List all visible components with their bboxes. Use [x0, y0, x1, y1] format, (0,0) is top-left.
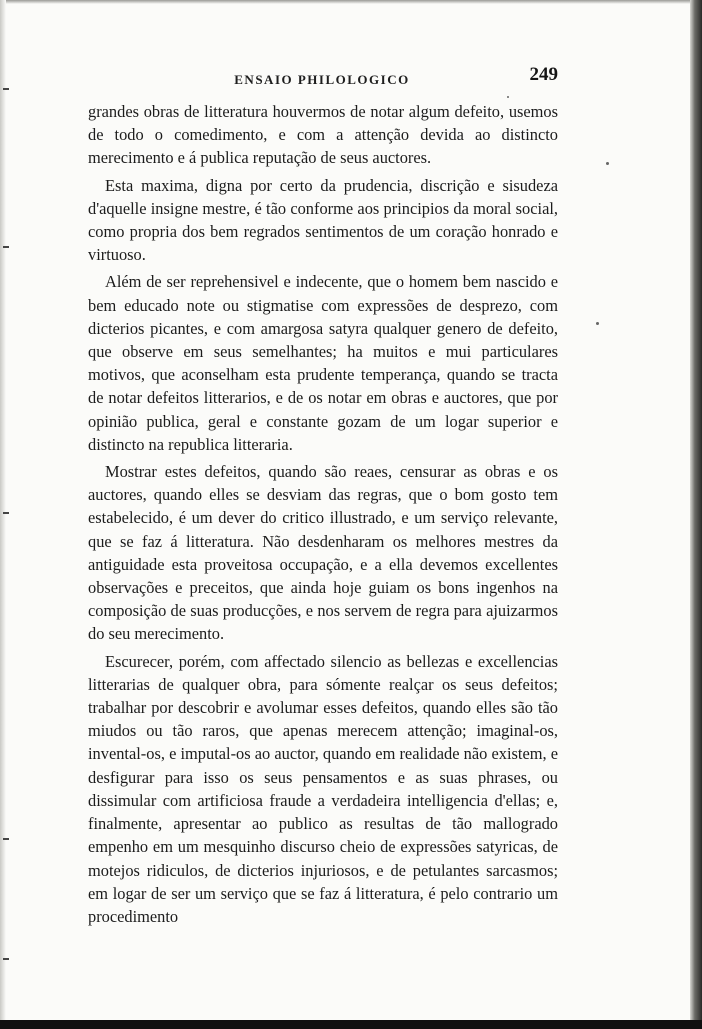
page-right-shadow — [690, 0, 702, 1029]
body-text — [88, 100, 558, 928]
page-header — [86, 60, 558, 96]
paper-speck — [596, 322, 599, 325]
binding-stitch — [3, 958, 9, 960]
paragraph: grandes obras de litteratura houvermos de notar algum defeito, usemos de todo o comedimento, e com a attenção devida ao distincto merecimento e á publica reputação de seus auctores. — [88, 102, 558, 168]
paper-speck — [606, 162, 609, 165]
binding-stitch — [3, 246, 9, 248]
paragraph: Mostrar estes defeitos, quando são reaes, censurar as obras e os auctores, quando elles se desviam das regras, que o bom gosto tem estabelecido, é um dever do critico illustrado, e um serviço relevante, que se faz á litteratura. Não desdenharam os melhores mestres da antiguidade esta proveitosa occupação, e a ella devemos excellentes observações e preceitos, que ainda hoje guiam os bons ingenhos na composição de suas producções, e nos servem de regra para ajuizarmos do seu merecimento. — [88, 462, 558, 644]
binding-stitch — [3, 88, 9, 90]
paragraph: Esta maxima, digna por certo da prudencia, discrição e sisudeza d'aquelle insigne mestre, é tão conforme aos principios da moral social, como propria dos bem regrados sentimentos de um coração honrado e virtuoso. — [88, 175, 558, 265]
paragraph: Escurecer, porém, com affectado silencio as bellezas e excellencias litterarias de qualquer obra, para sómente realçar os seus defeitos; trabalhar por descobrir e avolumar esses defeitos, quando elles são tão miudos ou tão raros, que apenas merecem attenção; imaginal-os, invental-os, e imputal-os ao auctor, quando em realidade não existem, e desfigurar para isso os seus pensamentos e as suas phrases, ou dissimular com artificiosa fraude a verdadeira intelligencia d'ellas; e, finalmente, apresentar ao publico as resultas de tão mallogrado empenho em um mesquinho discurso cheio de expressões satyricas, de motejos ridiculos, de dicterios injuriosos, e de petulantes sarcasmos; em logar de ser um serviço que se faz á litteratura, é pelo contrario um procedimento — [88, 651, 558, 926]
running-head-title: ENSAIO PHILOLOGICO — [234, 72, 410, 87]
page-top-edge — [0, 0, 690, 4]
page-bottom-shadow — [0, 1020, 702, 1029]
paper-speck — [507, 96, 509, 98]
binding-stitch — [3, 512, 9, 514]
page-binding-edge — [0, 0, 6, 1020]
paragraph: Além de ser reprehensivel e indecente, que o homem bem nascido e bem educado note ou stigmatise com expressões de desprezo, com dicterios picantes, e com amargosa satyra qualquer genero de defeito, que observe em seus semelhantes; ha muitos e mui particulares motivos, que aconselham esta prudente temperança, quando se tracta de notar defeitos litterarios, e de os notar em obras e auctores, que por opinião publica, geral e constante gozam de um logar superior e distincto na republica litteraria. — [88, 272, 558, 454]
binding-stitch — [3, 838, 9, 840]
page-number: 249 — [529, 64, 558, 85]
